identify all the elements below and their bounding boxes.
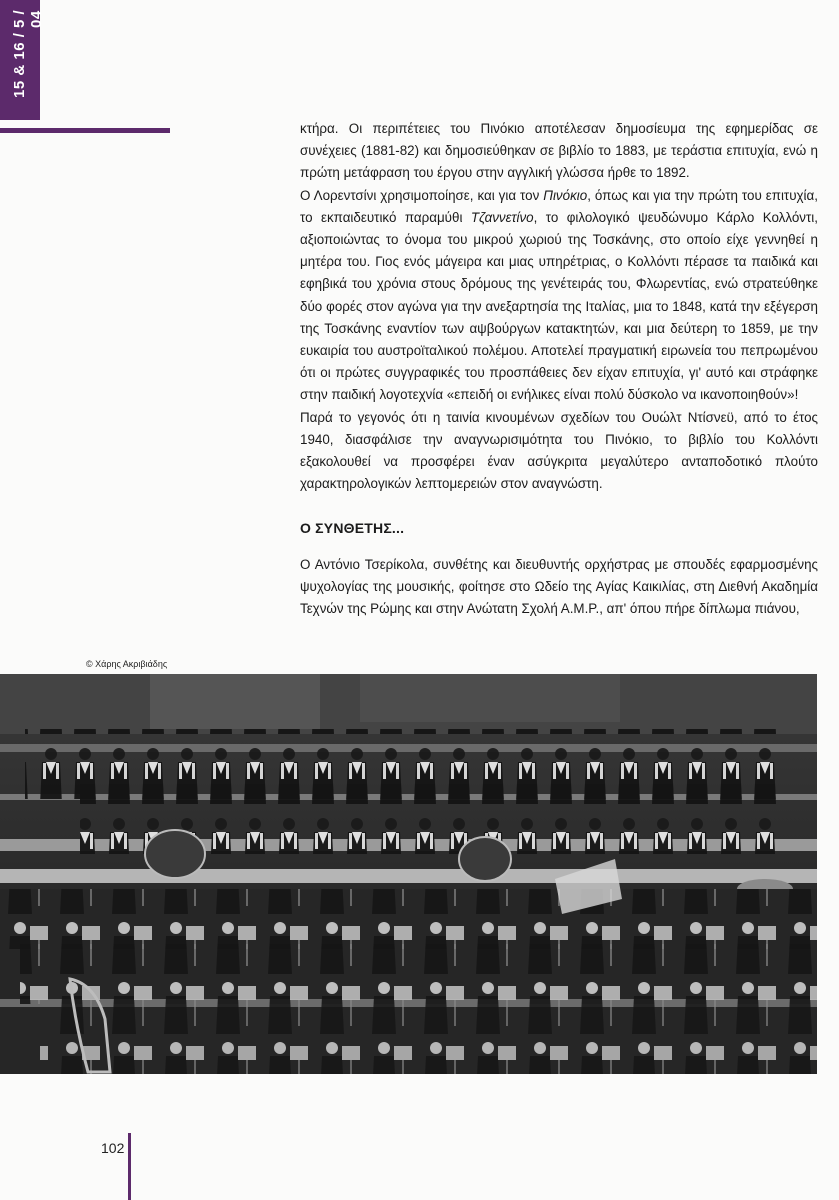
book-title-pinocchio: Πινόκιο <box>543 187 588 203</box>
paragraph-1: κτήρα. Οι περιπέτειες του Πινόκιο αποτέλεσαν δημοσίευμα της εφημερίδας σε συνέχειες (1881-82) και δημοσιεύθηκαν σε βιβλίο το 1883, με τεράστια επιτυχία, ενώ η πρώτη μετάφραση του έργου στην αγγλική γλώσσα ήρθε το 1892. <box>300 121 818 181</box>
concert-photo-image <box>0 674 817 1074</box>
page-number-rule <box>128 1133 131 1200</box>
photo-credit: © Χάρης Ακριβιάδης <box>86 659 168 669</box>
paragraph-3: Παρά το γεγονός ότι η ταινία κινουμένων σχεδίων του Ουώλτ Ντίσνεϋ, από το έτος 1940, διασφάλισε την αναγνωρισιμότητα του Πινόκιο, το βιβλίο του Κολλόντι εξακολουθεί να προσφέρει έναν ασύγκριτα μεγαλύτερο ανταποδοτικό πλούτο χαρακτηρολογικών λεπτομερειών στον αναγνώστη. <box>300 409 818 492</box>
article-body <box>300 118 818 620</box>
paragraph-4: Ο Αντόνιο Τσερίκολα, συνθέτης και διευθυντής ορχήστρας με σπουδές εφαρμοσμένης ψυχολογίας της μουσικής, φοίτησε στο Ωδείο της Αγίας Καικιλίας, στη Διεθνή Ακαδημία Τεχνών της Ρώμης και στην Ανώτατη Σχολή Α.Μ.Ρ., απ' όπου πήρε δίπλωμα πιάνου, <box>300 556 818 617</box>
header-accent-rule <box>0 128 170 133</box>
issue-date: 15 & 16 / 5 / 04 <box>11 10 45 99</box>
book-title-giannettino: Τζαννετίνο <box>470 209 534 225</box>
section-heading: Ο ΣΥΝΘΕΤΗΣ... <box>300 520 405 537</box>
page-number: 102 <box>101 1140 125 1156</box>
paragraph-2: Ο Λορεντσίνι χρησιμοποίησε, και για τον Πινόκιο, όπως και για την πρώτη του επιτυχία, το εκπαιδευτικό παραμύθι Τζαννετίνο, το φιλολογικό ψευδώνυμο Κάρλο Κολλόντι, αξιοποιώντας το όνομα του μικρού χωριού της Τοσκάνης, στο οποίο είχε γεννηθεί η μητέρα του. Γιος ενός μάγειρα και μιας υπηρέτριας, ο Κολλόντι πέρασε τα παιδικά και εφηβικά του χρόνια στους δρόμους της γενέτειράς του, Φλωρεντίας, ενώ στρατεύθηκε δύο φορές στον αγώνα για την ανεξαρτησία της Ιταλίας, μια το 1848, κατά την εξέγερση της Τοσκάνης εναντίον των αψβούργων κατακτητών, και μια δεύτερη το 1859, με την ευκαιρία του αυστροϊταλικού πολέμου. Αποτελεί πραγματική ειρωνεία του πεπρωμένου ότι οι πρώτες συγγραφικές του προσπάθειες δεν είχαν επιτυχία, γι' αυτό και στράφηκε στην παιδική λογοτεχνία «επειδή οι ενήλικες είναι πολύ δύσκολο να ικανοποιηθούν»! <box>300 187 818 403</box>
issue-date-tab <box>0 0 45 120</box>
concert-photo <box>0 674 817 1074</box>
